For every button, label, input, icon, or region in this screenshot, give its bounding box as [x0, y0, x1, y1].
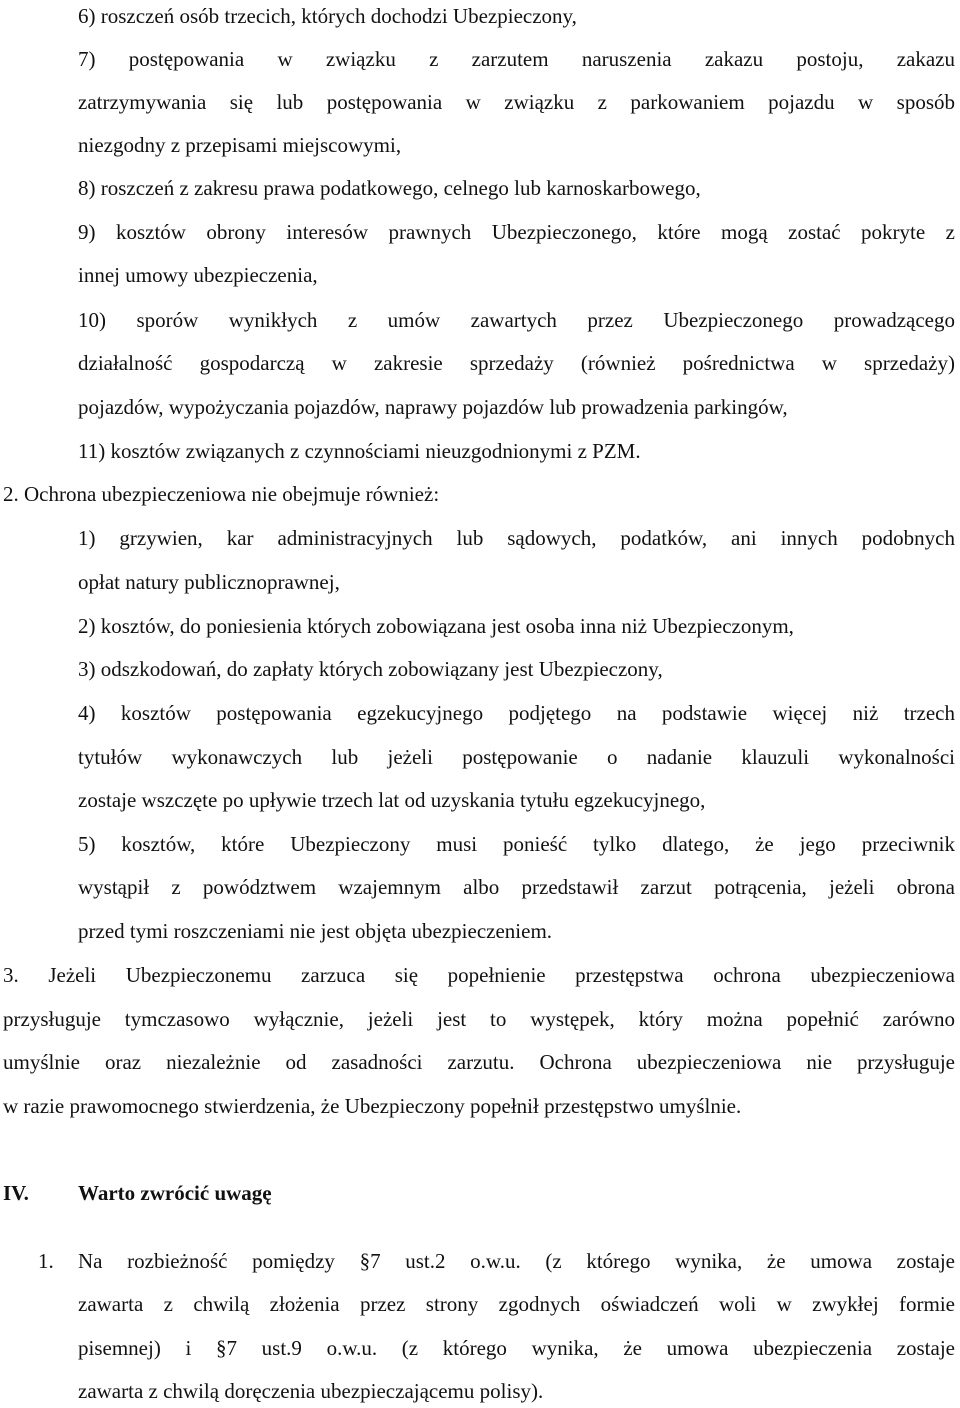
text-line: 2) kosztów, do poniesienia których zobowiązana jest osoba inna niż Ubezpieczonym,	[78, 614, 794, 638]
list-item-line: zawarta z chwilą doręczenia ubezpieczającemu polisy).	[78, 1379, 544, 1403]
text-line: przysługuje tymczasowo wyłącznie, jeżeli jest to występek, który można popełnić zarówno	[3, 1007, 955, 1031]
list-item-line: Na rozbieżność pomiędzy §7 ust.2 o.w.u. (z którego wynika, że umowa zostaje	[78, 1249, 955, 1273]
text-line: działalność gospodarczą w zakresie sprzedaży (również pośrednictwa w sprzedaży)	[78, 351, 955, 375]
text-line: zostaje wszczęte po upływie trzech lat od uzyskania tytułu egzekucyjnego,	[78, 788, 706, 812]
text-line: opłat natury publicznoprawnej,	[78, 570, 340, 594]
text-line: w razie prawomocnego stwierdzenia, że Ubezpieczony popełnił przestępstwo umyślnie.	[3, 1094, 742, 1118]
text-line: 10) sporów wynikłych z umów zawartych przez Ubezpieczonego prowadzącego	[78, 308, 955, 332]
text-line: niezgodny z przepisami miejscowymi,	[78, 133, 402, 157]
text-line: 3. Jeżeli Ubezpieczonemu zarzuca się popełnienie przestępstwa ochrona ubezpieczeniowa	[3, 963, 955, 987]
text-line: innej umowy ubezpieczenia,	[78, 263, 318, 287]
text-line: wystąpił z powództwem wzajemnym albo przedstawił zarzut potrącenia, jeżeli obrona	[78, 875, 955, 899]
text-line: 1) grzywien, kar administracyjnych lub sądowych, podatków, ani innych podobnych	[78, 526, 955, 550]
text-line: 9) kosztów obrony interesów prawnych Ubezpieczonego, które mogą zostać pokryte z	[78, 220, 955, 244]
text-line: przed tymi roszczeniami nie jest objęta ubezpieczeniem.	[78, 919, 553, 943]
text-line: 11) kosztów związanych z czynnościami nieuzgodnionymi z PZM.	[78, 439, 641, 463]
list-item-line: pisemnej) i §7 ust.9 o.w.u. (z którego wynika, że umowa ubezpieczenia zostaje	[78, 1336, 955, 1360]
section-number: IV.	[3, 1181, 29, 1205]
text-line: umyślnie oraz niezależnie od zasadności zarzutu. Ochrona ubezpieczeniowa nie przysługuje	[3, 1050, 955, 1074]
text-line: tytułów wykonawczych lub jeżeli postępowanie o nadanie klauzuli wykonalności	[78, 745, 955, 769]
text-line: 5) kosztów, które Ubezpieczony musi ponieść tylko dlatego, że jego przeciwnik	[78, 832, 955, 856]
text-line: 3) odszkodowań, do zapłaty których zobowiązany jest Ubezpieczony,	[78, 657, 663, 681]
list-item-line: zawarta z chwilą złożenia przez strony zgodnych oświadczeń woli w zwykłej formie	[78, 1292, 955, 1316]
paragraph-heading: 2. Ochrona ubezpieczeniowa nie obejmuje również:	[3, 482, 440, 506]
text-line: pojazdów, wypożyczania pojazdów, naprawy pojazdów lub prowadzenia parkingów,	[78, 395, 788, 419]
text-line: 6) roszczeń osób trzecich, których dochodzi Ubezpieczony,	[78, 4, 577, 28]
list-item-number: 1.	[38, 1249, 54, 1273]
text-line: 7) postępowania w związku z zarzutem naruszenia zakazu postoju, zakazu	[78, 47, 955, 71]
text-line: zatrzymywania się lub postępowania w związku z parkowaniem pojazdu w sposób	[78, 90, 955, 114]
text-line: 4) kosztów postępowania egzekucyjnego podjętego na podstawie więcej niż trzech	[78, 701, 955, 725]
section-title: Warto zwrócić uwagę	[78, 1181, 272, 1205]
text-line: 8) roszczeń z zakresu prawa podatkowego, celnego lub karnoskarbowego,	[78, 176, 701, 200]
